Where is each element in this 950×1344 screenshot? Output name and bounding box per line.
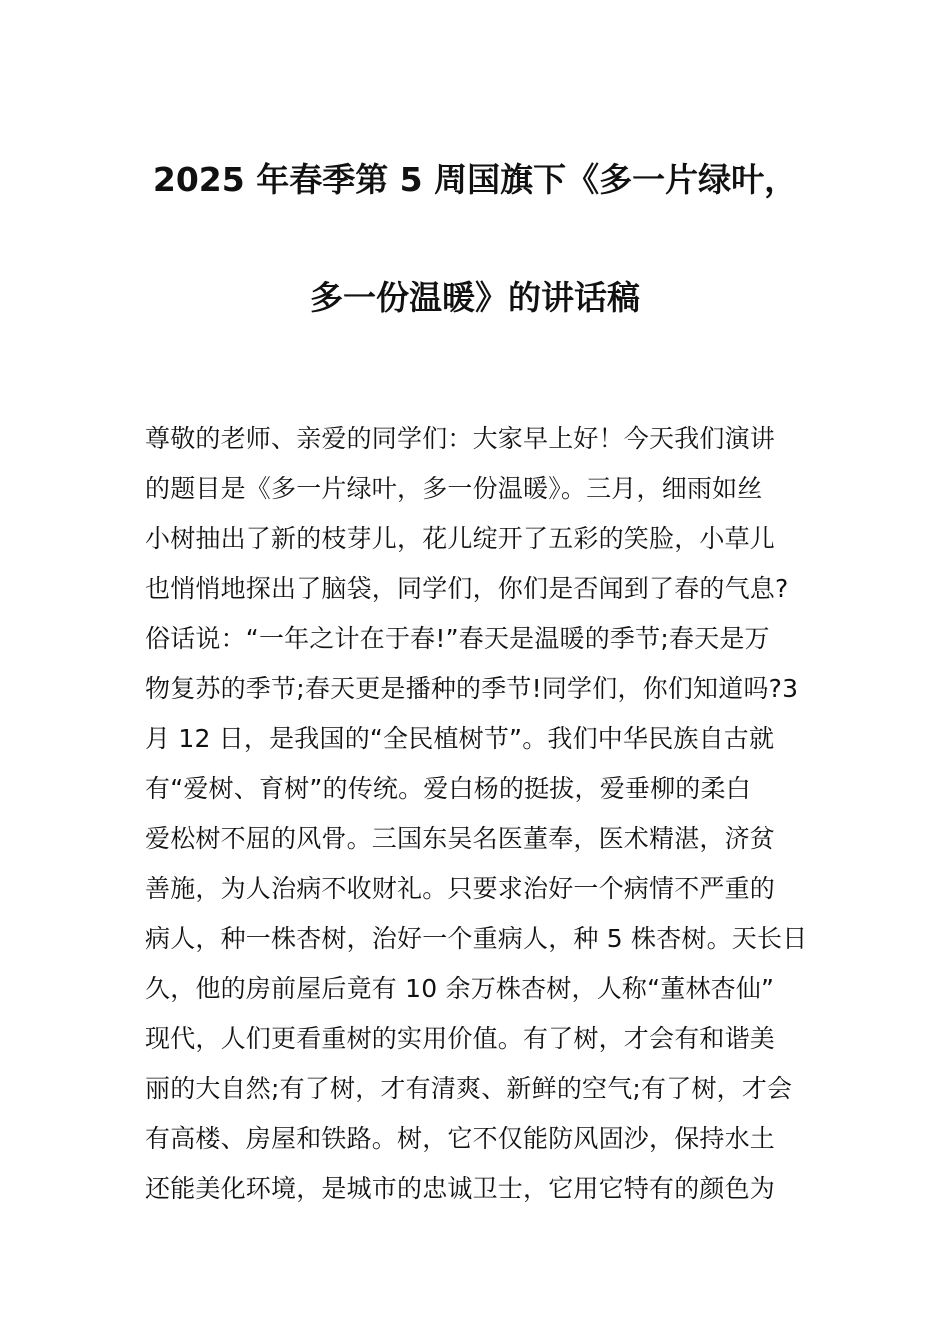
document-title-line-2: 多一份温暖》的讲话稿 <box>310 278 640 317</box>
document-body <box>145 414 810 1214</box>
body-line: 现代，人们更看重树的实用价值。有了树，才会有和谐美 <box>145 1024 776 1053</box>
body-line: 丽的大自然;有了树，才有清爽、新鲜的空气;有了树，才会 <box>145 1074 793 1103</box>
document-title-line-1: 2025 年春季第 5 周国旗下《多一片绿叶， <box>152 160 798 199</box>
body-line: 也悄悄地探出了脑袋，同学们，你们是否闻到了春的气息? <box>145 574 789 603</box>
body-line: 有“爱树、育树”的传统。爱白杨的挺拔，爱垂柳的柔白 <box>145 774 751 803</box>
body-line: 还能美化环境，是城市的忠诚卫士，它用它特有的颜色为 <box>145 1174 776 1203</box>
body-line: 的题目是《多一片绿叶，多一份温暖》。三月，细雨如丝 <box>145 474 763 503</box>
body-line: 有高楼、房屋和铁路。树，它不仅能防风固沙，保持水土 <box>145 1124 776 1153</box>
body-line: 病人，种一株杏树，治好一个重病人，种 5 株杏树。天长日 <box>145 924 808 953</box>
body-line: 尊敬的老师、亲爱的同学们：大家早上好！今天我们演讲 <box>145 424 776 453</box>
body-line: 爱松树不屈的风骨。三国东吴名医董奉，医术精湛，济贫 <box>145 824 776 853</box>
body-line: 小树抽出了新的枝芽儿，花儿绽开了五彩的笑脸，小草儿 <box>145 524 776 553</box>
body-line: 物复苏的季节;春天更是播种的季节!同学们，你们知道吗?3 <box>145 674 799 703</box>
body-line: 月 12 日，是我国的“全民植树节”。我们中华民族自古就 <box>145 724 775 753</box>
body-line: 俗话说：“一年之计在于春!”春天是温暖的季节;春天是万 <box>145 624 770 653</box>
body-line: 久，他的房前屋后竟有 10 余万株杏树，人称“董林杏仙” <box>145 974 775 1003</box>
body-line: 善施，为人治病不收财礼。只要求治好一个病情不严重的 <box>145 874 776 903</box>
